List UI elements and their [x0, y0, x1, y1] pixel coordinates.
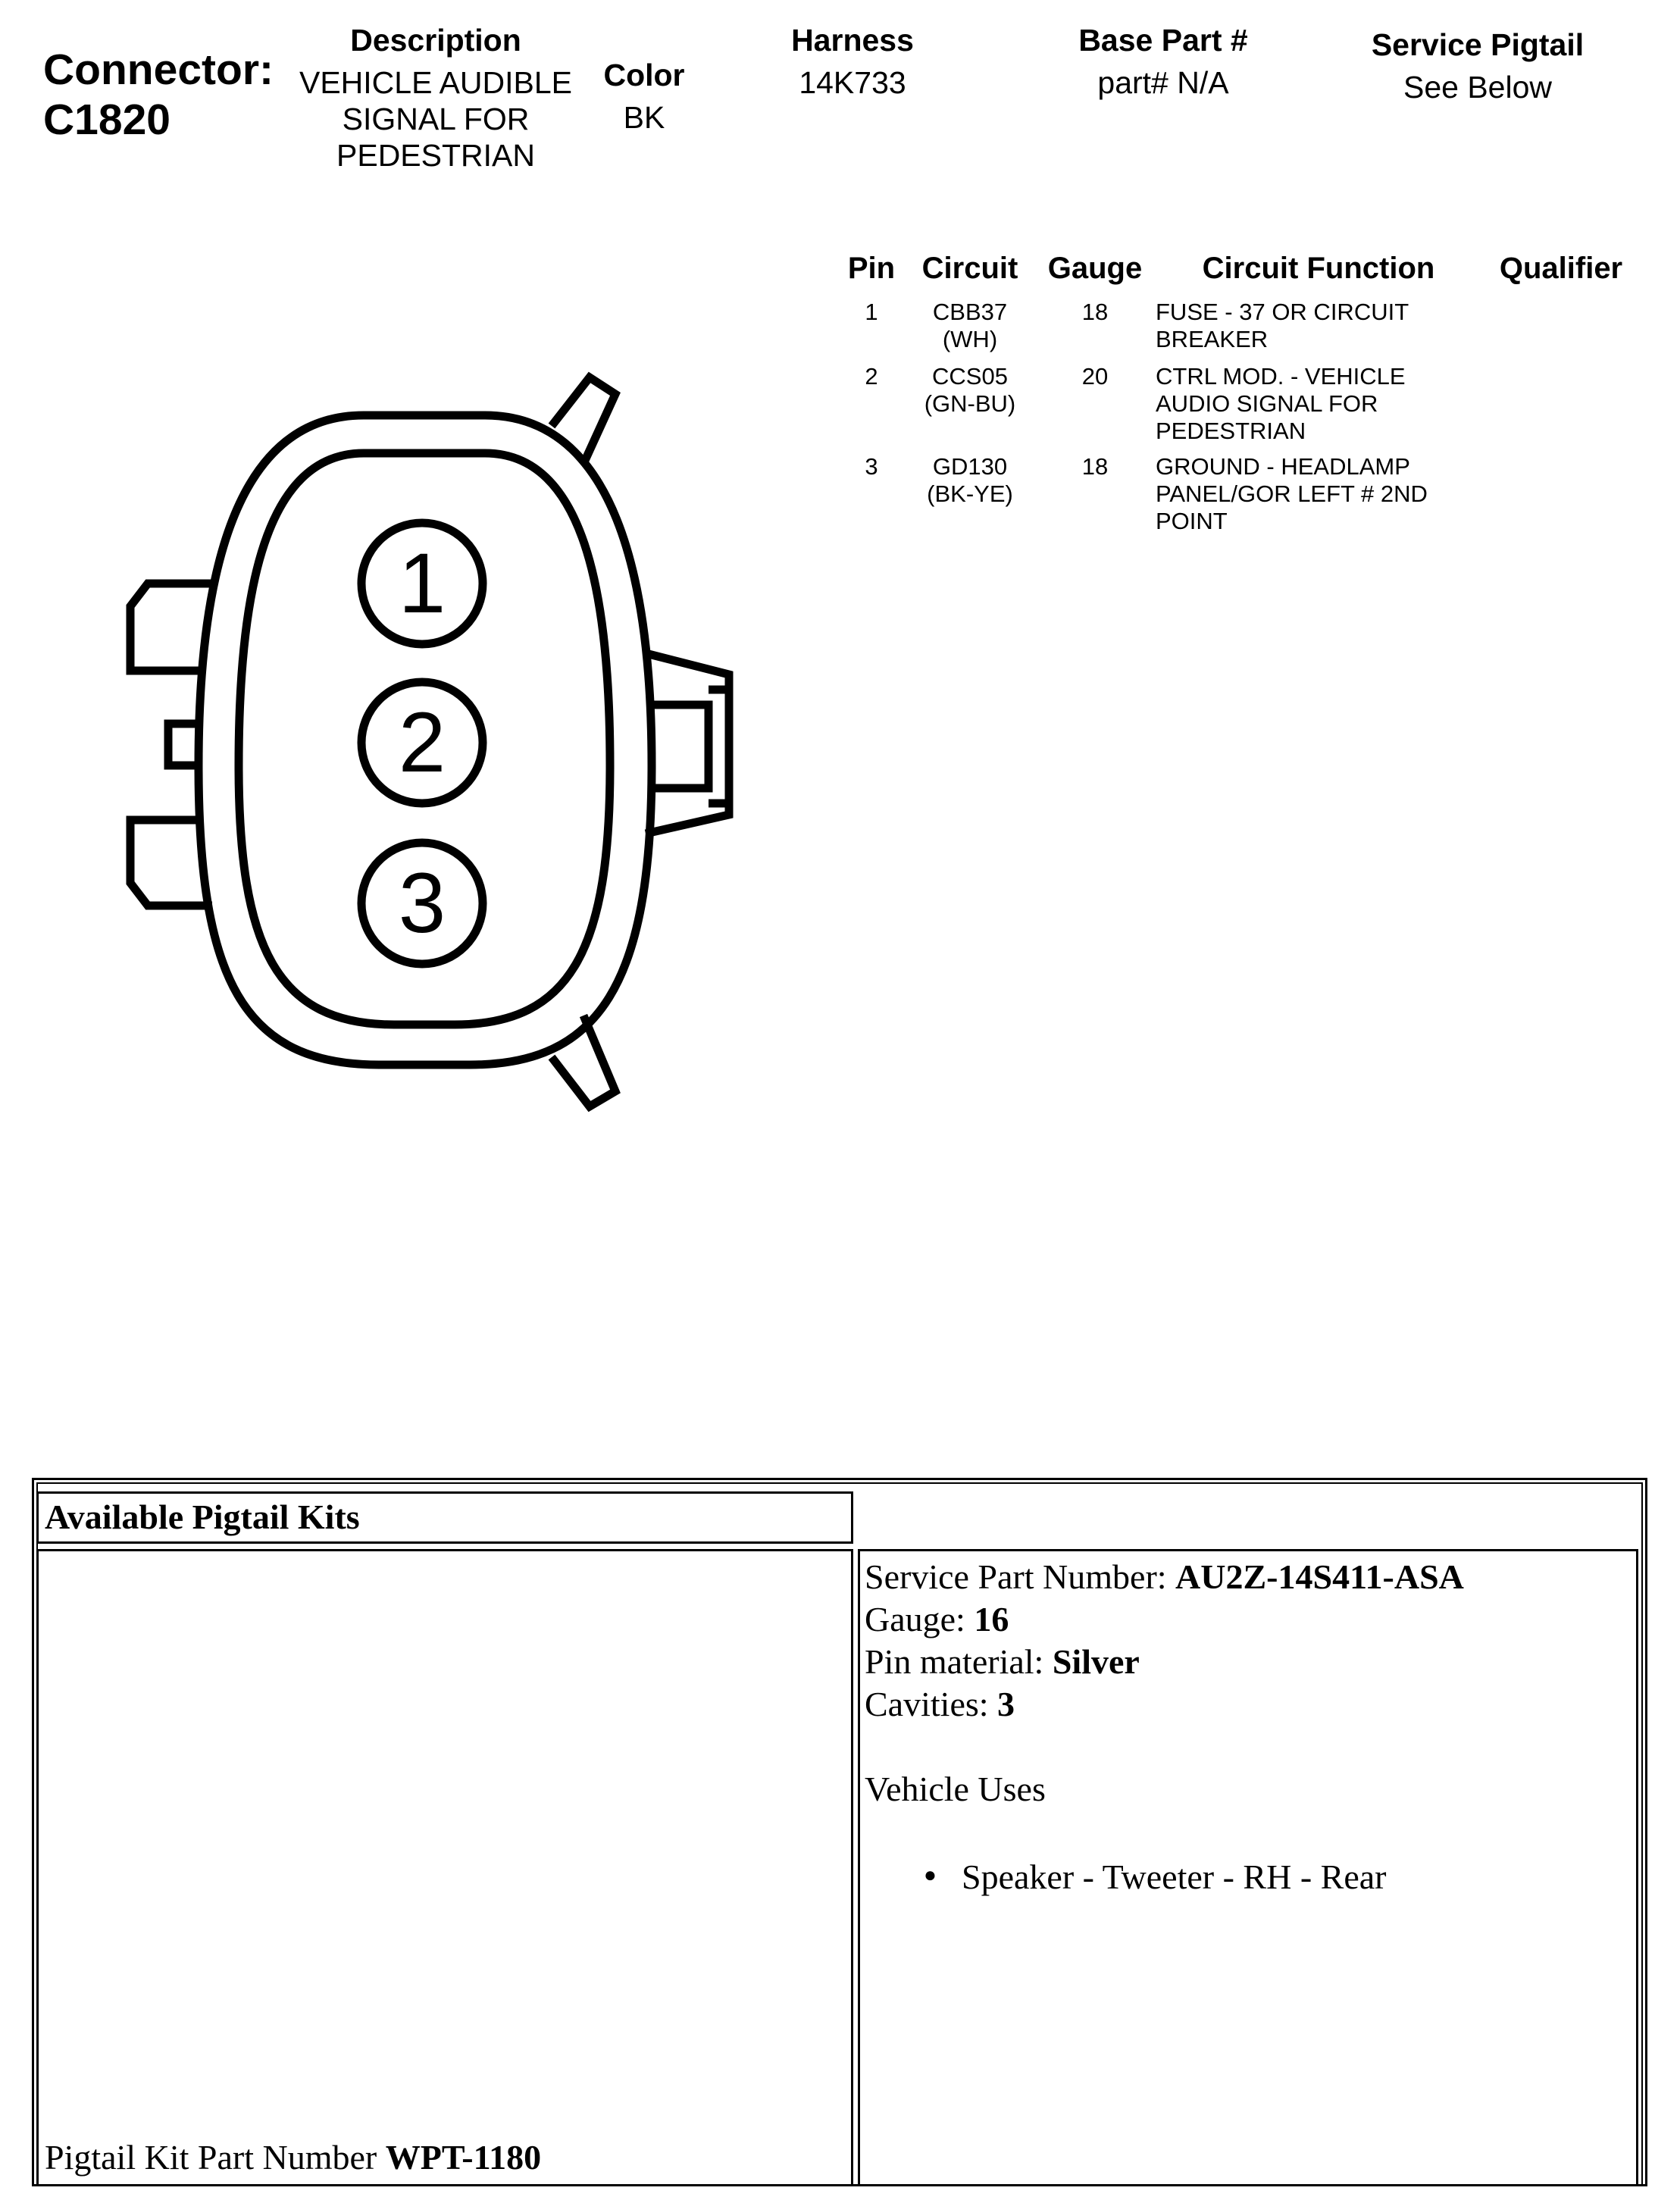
- circuit-code: CCS05: [932, 363, 1008, 390]
- color-label: Color: [603, 58, 685, 92]
- left-middle-tab: [168, 724, 199, 765]
- circuit-cell: [909, 453, 1031, 508]
- circuit-code: GD130: [932, 453, 1008, 480]
- circuit-color: (GN-BU): [924, 390, 1016, 417]
- pin-header: Pin: [847, 252, 896, 285]
- pin-material-label: Pin material:: [865, 1642, 1053, 1681]
- cavities-value: 3: [997, 1685, 1015, 1723]
- harness-value: 14K733: [799, 65, 906, 100]
- circuit-cell: [909, 363, 1031, 418]
- description-line: VEHICLE AUDIBLE: [299, 65, 573, 100]
- pin-label: 2: [398, 695, 446, 790]
- harness-label: Harness: [791, 23, 914, 58]
- function-line: CTRL MOD. - VEHICLE: [1156, 363, 1406, 390]
- function-line: PEDESTRIAN: [1156, 418, 1306, 444]
- function-line: FUSE - 37 OR CIRCUIT: [1156, 299, 1409, 325]
- service-pigtail-label: Service Pigtail: [1371, 27, 1585, 62]
- gauge-cell: 18: [1081, 299, 1109, 325]
- circuit-color: (WH): [942, 326, 998, 352]
- pin-number: 2: [865, 363, 878, 390]
- cavities-label: Cavities:: [865, 1685, 998, 1723]
- right-block-inner: [653, 705, 709, 788]
- pin-number: 1: [865, 299, 878, 325]
- pigtail-title-cell: [36, 1491, 853, 1544]
- gauge-header: Gauge: [1047, 252, 1143, 285]
- gauge-line: [865, 1598, 1636, 1641]
- pin-material-value: Silver: [1052, 1642, 1140, 1681]
- function-line: GROUND - HEADLAMP: [1156, 453, 1410, 480]
- color-value: BK: [623, 100, 665, 135]
- cavities-line: [865, 1683, 1636, 1726]
- connector-label: Connector:: [43, 45, 274, 94]
- function-cell: [1156, 363, 1474, 445]
- pigtail-title: Available Pigtail Kits: [45, 1498, 360, 1536]
- kit-number-label: Pigtail Kit Part Number: [45, 2138, 386, 2177]
- function-line: POINT: [1156, 508, 1228, 534]
- description-line: PEDESTRIAN: [336, 138, 535, 173]
- connector-id: C1820: [43, 95, 171, 144]
- description-label: Description: [350, 23, 521, 58]
- description-line: SIGNAL FOR: [342, 102, 530, 136]
- gauge-label: Gauge:: [865, 1600, 975, 1638]
- top-latch: [552, 377, 615, 464]
- kit-number-value: WPT-1180: [385, 2138, 542, 2177]
- base-part-value: part# N/A: [1097, 65, 1229, 100]
- service-pigtail-block: [1341, 27, 1614, 105]
- gauge-cell: 20: [1081, 363, 1109, 390]
- connector-diagram: [0, 0, 834, 1213]
- vehicle-uses-list: [924, 1856, 1636, 1898]
- function-line: PANEL/GOR LEFT # 2ND: [1156, 480, 1428, 507]
- base-part-block: [1046, 23, 1281, 101]
- pin-label: 3: [398, 856, 446, 950]
- pigtail-kit-cell: [36, 1549, 853, 2186]
- circuit-function-header: Circuit Function: [1202, 252, 1435, 285]
- pin-label: 1: [398, 536, 446, 631]
- gauge-value: 16: [974, 1600, 1009, 1638]
- gauge-cell: 18: [1081, 453, 1109, 480]
- service-pigtail-value: See Below: [1403, 70, 1552, 105]
- circuit-header: Circuit: [921, 252, 1018, 285]
- function-cell: [1156, 299, 1474, 353]
- service-part-label: Service Part Number:: [865, 1557, 1176, 1596]
- function-line: BREAKER: [1156, 326, 1269, 352]
- pin-number: 3: [865, 453, 878, 480]
- function-line: AUDIO SIGNAL FOR: [1156, 390, 1378, 417]
- qualifier-header: Qualifier: [1499, 252, 1623, 285]
- pigtail-details-cell: [858, 1549, 1638, 2186]
- base-part-label: Base Part #: [1078, 23, 1248, 58]
- service-part-value: AU2Z-14S411-ASA: [1175, 1557, 1464, 1596]
- vehicle-use-item: ● Speaker - Tweeter - RH - Rear: [924, 1856, 1636, 1898]
- circuit-code: CBB37: [932, 299, 1008, 325]
- vehicle-uses-label: Vehicle Uses: [865, 1770, 1046, 1808]
- circuit-color: (BK-YE): [927, 480, 1013, 507]
- pigtail-details: [860, 1551, 1636, 1898]
- pigtail-kit-number-line: [45, 2136, 541, 2179]
- function-cell: [1156, 453, 1474, 535]
- circuit-cell: [909, 299, 1031, 353]
- pin-material-line: [865, 1641, 1636, 1683]
- service-part-line: [865, 1556, 1636, 1598]
